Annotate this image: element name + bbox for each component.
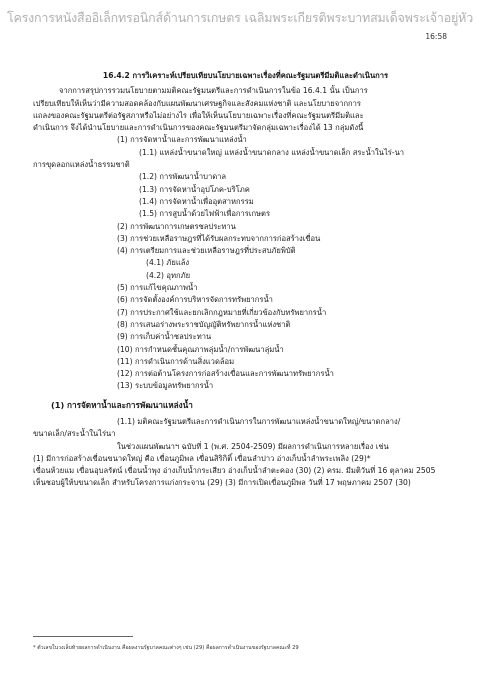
list-item-9: (9) การเก็บค่าน้ำชลประทาน (117, 332, 212, 342)
timestamp: 16:58 (425, 32, 447, 41)
list-item-1-1b: การขุดลอกแหล่งน้ำธรรมชาติ (33, 160, 130, 170)
footnote: * ตัวเลขในวงเล็บท้ายผลการดำเนินงาน คือผลงานรัฐบาลคณะต่างๆ เช่น (29) คือผลการดำเนินงานของรัฐบาลคณะที่ 29 (33, 645, 299, 651)
subsection-line-2: ขนาดเล็ก/สระน้ำในไร่นา (33, 429, 116, 439)
subsection-line-6: เห็นชอบผู้ให้บขนาดเล็ก สำหรับโครงการแก่งกระจาน (29) (3) มีการเปิดเขื่อนภูมิพล วันที่ 17 พฤษภาคม 2507 (30) (33, 478, 411, 488)
list-item-1-4: (1.4) การจัดหาน้ำเพื่ออุตสาหกรรม (139, 196, 254, 206)
list-item-4: (4) การเตรียมการและช่วยเหลือราษฎรที่ประสบภัยพิบัติ (117, 246, 296, 256)
subsection-line-5: เขื่อนห้วยแม เขื่อนอุบลรัตน์ เขื่อนน้ำพุง อ่างเก็บน้ำกระเสียว อ่างเก็บน้ำลำตะคอง (30) (2) ครม. มีมติวันที่ 16 ตุลาคม 2505 (33, 466, 436, 476)
list-item-1-3: (1.3) การจัดหาน้ำอุปโภค-บริโภค (139, 184, 250, 194)
list-item-6: (6) การจัดตั้งองค์การบริหารจัดการทรัพยากรน้ำ (117, 295, 273, 305)
page-header: โครงการหนังสืออิเล็กทรอนิกส์ด้านการเกษตร เฉลิมพระเกียรติพระบาทสมเด็จพระเจ้าอยู่หัว (6, 10, 474, 25)
section-title: 16.4.2 การวิเคราะห์เปรียบเทียบนโยบายเฉพาะเรื่องที่คณะรัฐมนตรีมีมติและดำเนินการ (102, 71, 389, 80)
intro-line-3: แถลงของคณะรัฐมนตรีต่อรัฐสภาหรือไม่อย่างไร เพื่อให้เห็นนโยบายเฉพาะเรื่องที่คณะรัฐมนตรีมีมติและ (33, 110, 364, 120)
intro-line-4: ดำเนินการ จึงได้นำนโยบายและการดำเนินการของคณะรัฐมนตรีมาจัดกลุ่มเฉพาะเรื่องได้ 13 กลุ่มดังนี้ (33, 123, 364, 133)
list-item-4-1: (4.1) ภัยแล้ง (146, 258, 190, 268)
list-item-2: (2) การพัฒนาการเกษตรชลประทาน (117, 221, 236, 231)
list-item-1-2: (1.2) การพัฒนาน้ำบาดาล (139, 172, 227, 182)
footnote-divider (33, 636, 133, 637)
intro-line-2: เปรียบเทียบให้เห็นว่ามีความสอดคล้องกับแผนพัฒนาเศรษฐกิจและสังคมแห่งชาติ และนโยบายจากการ (33, 98, 361, 108)
subsection-line-3: ในช่วงแผนพัฒนาฯ ฉบับที่ 1 (พ.ศ. 2504-2509) มีผลการดำเนินการหลายเรื่อง เช่น (117, 441, 389, 451)
subsection-title: (1) การจัดหาน้ำและการพัฒนาแหล่งน้ำ (51, 399, 193, 410)
list-item-5: (5) การแก้ไขคุณภาพน้ำ (117, 283, 198, 293)
list-item-11: (11) การดำเนินการด้านสิ่งแวดล้อม (117, 356, 235, 366)
list-item-1-1a: (1.1) แหล่งน้ำขนาดใหญ่ แหล่งน้ำขนาดกลาง แหล่งน้ำขนาดเล็ก สระน้ำในไร่-นา (139, 147, 405, 157)
list-item-13: (13) ระบบข้อมูลทรัพยากรน้ำ (117, 381, 214, 391)
subsection-line-1: (1.1) มติคณะรัฐมนตรีและการดำเนินการในการพัฒนาแหล่งน้ำขนาดใหญ่/ขนาดกลาง/ (117, 417, 401, 426)
list-item-12: (12) การต่อต้านโครงการก่อสร้างเขื่อนและการพัฒนาทรัพยากรน้ำ (117, 369, 334, 379)
subsection-line-4: (1) มีการก่อสร้างเขื่อนขนาดใหญ่ คือ เขื่อนภูมิพล เขื่อนสิริกิติ์ เขื่อนลำปาว อ่างเก็บน้ำลำพระเพลิง (29)* (33, 453, 371, 463)
list-item-4-2: (4.2) อุทกภัย (146, 270, 191, 280)
list-item-3: (3) การช่วยเหลือราษฎรที่ได้รับผลกระทบจากการก่อสร้างเขื่อน (117, 233, 321, 243)
list-item-1-5: (1.5) การสูบน้ำด้วยไฟฟ้าเพื่อการเกษตร (139, 209, 271, 219)
page-content (33, 70, 458, 490)
list-item-7: (7) การประกาศใช้และยกเลิกกฎหมายที่เกี่ยวข้องกับทรัพยากรน้ำ (117, 307, 327, 317)
list-item-10: (10) การกำหนดชั้นคุณภาพลุ่มน้ำ/การพัฒนาลุ่มน้ำ (117, 344, 284, 354)
intro-line-1: จากการสรุปการรวมนโยบายตามมติคณะรัฐมนตรีและการดำเนินการในข้อ 16.4.1 นั้น เป็นการ (59, 86, 368, 96)
list-item-8: (8) การเสนอร่างพระราชบัญญัติทรัพยากรน้ำแห่งชาติ (117, 319, 291, 329)
list-item-1: (1) การจัดหาน้ำและการพัฒนาแหล่งน้ำ (117, 135, 247, 145)
